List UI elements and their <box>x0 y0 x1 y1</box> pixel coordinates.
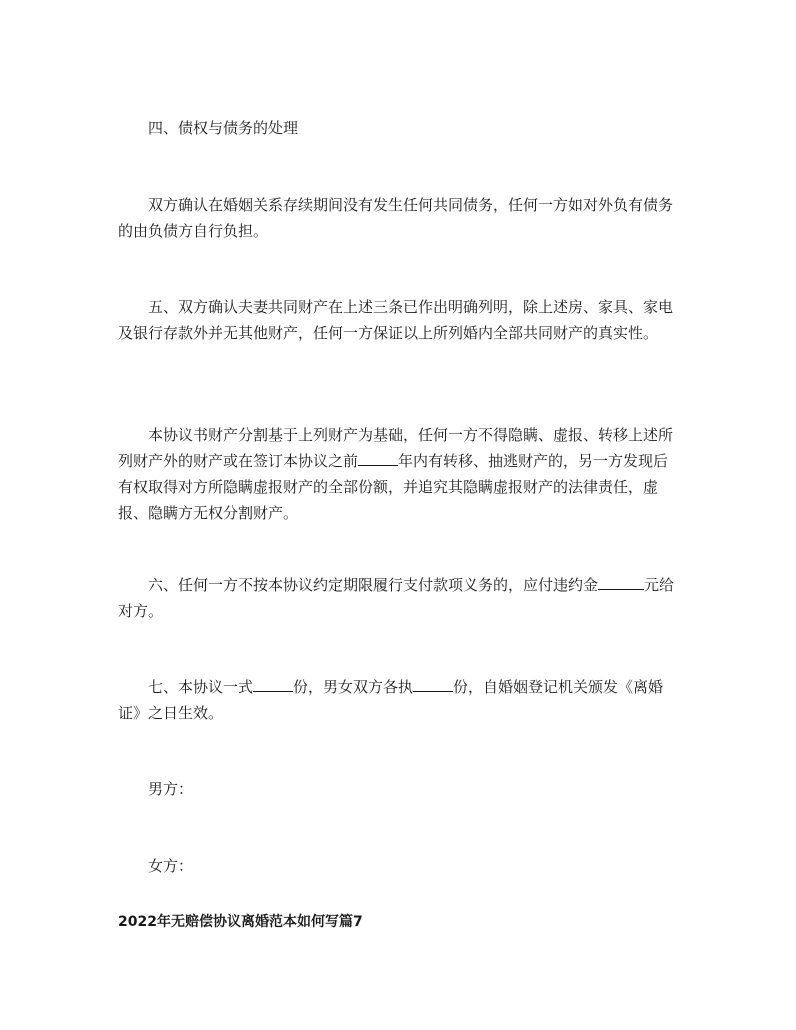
item7-text-1: 七、本协议一式 <box>148 678 254 696</box>
next-section-title <box>118 911 363 931</box>
debt-paragraph <box>118 192 680 244</box>
concealment-text-2: 年内有转移、抽逃财产的，另一方发现后有权取得对方所隐瞒虚报财产的全部份额，并追究其隐瞒虚报财产的法律责任，虚报、隐瞒方无权分割财产。 <box>118 452 669 522</box>
debt-section-heading <box>118 115 680 141</box>
item5-paragraph <box>118 294 680 346</box>
each-copies-blank <box>413 677 453 692</box>
item7-text-3: 份，自婚姻登记机关颁发《离婚证》之日生效。 <box>118 678 664 722</box>
female-label: 女方： <box>148 857 194 875</box>
item6-paragraph <box>118 572 680 624</box>
years-blank <box>358 451 398 466</box>
item6-text-2: 元给对方。 <box>118 576 675 620</box>
item7-paragraph <box>118 674 680 726</box>
male-label: 男方： <box>148 780 194 798</box>
debt-heading-text: 四、债权与债务的处理 <box>148 119 299 137</box>
concealment-paragraph <box>118 422 680 526</box>
concealment-text-1: 本协议书财产分割基于上列财产为基础，任何一方不得隐瞒、虚报、转移上述所列财产外的财产或在签订本协议之前 <box>118 426 674 470</box>
item7-text-2: 份，男女双方各执 <box>293 678 414 696</box>
item5-text: 五、双方确认夫妻共同财产在上述三条已作出明确列明，除上述房、家具、家电及银行存款外并无其他财产，任何一方保证以上所列婚内全部共同财产的真实性。 <box>118 298 674 342</box>
male-signature-line <box>118 776 680 802</box>
next-title-text: 2022年无赔偿协议离婚范本如何写篇7 <box>118 914 363 930</box>
female-signature-line <box>118 853 680 879</box>
penalty-blank <box>598 575 644 590</box>
debt-text: 双方确认在婚姻关系存续期间没有发生任何共同债务，任何一方如对外负有债务的由负债方自行负担。 <box>118 196 674 240</box>
copies-blank <box>253 677 293 692</box>
item6-text-1: 六、任何一方不按本协议约定期限履行支付款项义务的，应付违约金 <box>148 576 599 594</box>
